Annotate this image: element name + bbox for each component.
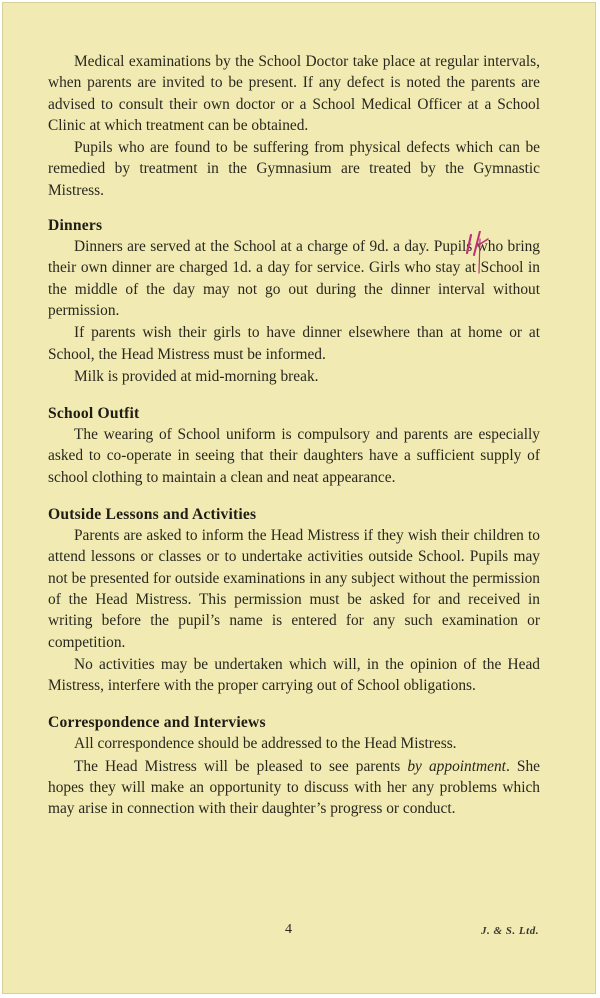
page-content — [48, 51, 540, 820]
outside-paragraph-1: Parents are asked to inform the Head Mistress if they wish their children to attend lessons or classes or to undertake activities outside School. Pupils may not be presented for outside examinations in any subject without the permission of the Head Mistress. This permission must be asked for and received in writing before the pupil’s name is entered for any such examination or competition. — [48, 527, 540, 651]
dinners-heading: Dinners — [48, 217, 103, 235]
printer-mark: J. & S. Ltd. — [481, 925, 539, 937]
correspondence-text-after: . She hopes they will make an opportunity to discuss with her any problems which may arise in connection with their daughter’s progress or conduct. — [48, 757, 540, 818]
correspondence-text-before: The Head Mistress will be pleased to see parents — [74, 757, 408, 775]
correspondence-heading: Correspondence and Interviews — [48, 714, 266, 732]
dinners-paragraph-2: If parents wish their girls to have dinner elsewhere than at home or at School, the Head Mistress must be informed. — [48, 324, 540, 363]
outfit-paragraph-1: The wearing of School uniform is compulsory and parents are especially asked to co-operate in seeing that their daughters have a sufficient supply of school clothing to maintain a clean and neat appearance. — [48, 426, 540, 486]
outside-activities-heading: Outside Lessons and Activities — [48, 506, 257, 524]
correspondence-paragraph-2 — [48, 756, 540, 820]
medical-paragraph-2: Pupils who are found to be suffering from physical defects which can be remedied by treatment in the Gymnasium are treated by the Gymnastic Mistress. — [48, 139, 540, 199]
by-appointment-emphasis: by appointment — [407, 757, 506, 775]
medical-paragraph-1: Medical examinations by the School Doctor take place at regular intervals, when parents are invited to be present. If any defect is noted the parents are advised to consult their own doctor or a School Medical Officer at a School Clinic at which treatment can be obtained. — [48, 53, 540, 134]
dinners-paragraph-1: Dinners are served at the School at a charge of 9d. a day. Pupils who bring their own dinner are charged 1d. a day for service. Girls who stay at School in the middle of the day may not go out during the dinner interval without permission. — [48, 238, 540, 319]
dinners-paragraph-3: Milk is provided at mid-morning break. — [74, 367, 319, 385]
correspondence-paragraph-1: All correspondence should be addressed to the Head Mistress. — [74, 735, 457, 753]
outfit-heading: School Outfit — [48, 405, 140, 423]
document-page — [2, 2, 596, 994]
handwritten-price-note — [461, 231, 491, 275]
page-number: 4 — [285, 922, 292, 937]
outside-paragraph-2: No activities may be undertaken which will, in the opinion of the Head Mistress, interfere with the proper carrying out of School obligations. — [48, 655, 540, 695]
